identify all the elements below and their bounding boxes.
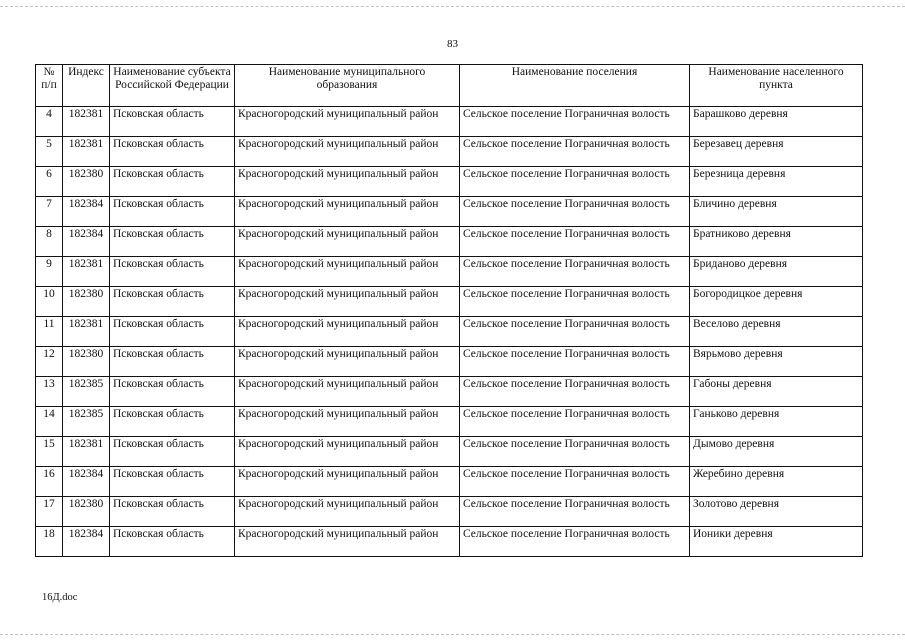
cell-num: 15 xyxy=(36,437,63,467)
header-locality: Наименование населенного пункта xyxy=(690,65,863,107)
cell-locality: Вярьмово деревня xyxy=(690,347,863,377)
cell-num: 11 xyxy=(36,317,63,347)
cell-municipal: Красногородский муниципальный район xyxy=(235,497,460,527)
table-row xyxy=(36,287,863,317)
table-row xyxy=(36,137,863,167)
cell-num: 10 xyxy=(36,287,63,317)
cell-num: 17 xyxy=(36,497,63,527)
table-row xyxy=(36,437,863,467)
cell-num: 7 xyxy=(36,197,63,227)
cell-municipal: Красногородский муниципальный район xyxy=(235,317,460,347)
scan-edge-bottom xyxy=(0,634,905,635)
footer-file-name: 16Д.doc xyxy=(42,592,78,603)
cell-index: 182384 xyxy=(63,467,110,497)
header-subject: Наименование субъекта Российской Федерации xyxy=(110,65,235,107)
settlements-table xyxy=(35,64,863,557)
cell-index: 182385 xyxy=(63,377,110,407)
cell-locality: Жеребино деревня xyxy=(690,467,863,497)
cell-num: 9 xyxy=(36,257,63,287)
cell-municipal: Красногородский муниципальный район xyxy=(235,347,460,377)
cell-municipal: Красногородский муниципальный район xyxy=(235,197,460,227)
cell-num: 18 xyxy=(36,527,63,557)
cell-index: 182384 xyxy=(63,197,110,227)
page-number: 83 xyxy=(447,38,458,50)
header-municipal: Наименование муниципального образования xyxy=(235,65,460,107)
cell-num: 4 xyxy=(36,107,63,137)
cell-locality: Бриданово деревня xyxy=(690,257,863,287)
cell-index: 182384 xyxy=(63,227,110,257)
table-row xyxy=(36,467,863,497)
cell-locality: Ганьково деревня xyxy=(690,407,863,437)
table-row xyxy=(36,107,863,137)
cell-index: 182381 xyxy=(63,137,110,167)
cell-num: 5 xyxy=(36,137,63,167)
cell-municipal: Красногородский муниципальный район xyxy=(235,407,460,437)
cell-index: 182380 xyxy=(63,287,110,317)
cell-index: 182381 xyxy=(63,437,110,467)
table-row xyxy=(36,317,863,347)
header-settlement: Наименование поселения xyxy=(460,65,690,107)
cell-locality: Золотово деревня xyxy=(690,497,863,527)
cell-index: 182381 xyxy=(63,317,110,347)
cell-locality: Барашково деревня xyxy=(690,107,863,137)
table-row xyxy=(36,197,863,227)
cell-subject: Псковская область xyxy=(110,467,235,497)
cell-locality: Габоны деревня xyxy=(690,377,863,407)
table-row xyxy=(36,377,863,407)
cell-index: 182381 xyxy=(63,257,110,287)
cell-municipal: Красногородский муниципальный район xyxy=(235,437,460,467)
cell-settlement: Сельское поселение Пограничная волость xyxy=(460,467,690,497)
scan-edge-top xyxy=(0,6,905,7)
cell-settlement: Сельское поселение Пограничная волость xyxy=(460,317,690,347)
cell-settlement: Сельское поселение Пограничная волость xyxy=(460,347,690,377)
cell-settlement: Сельское поселение Пограничная волость xyxy=(460,497,690,527)
cell-locality: Братниково деревня xyxy=(690,227,863,257)
table-row xyxy=(36,227,863,257)
cell-subject: Псковская область xyxy=(110,107,235,137)
table-row xyxy=(36,527,863,557)
table-row xyxy=(36,167,863,197)
cell-locality: Дымово деревня xyxy=(690,437,863,467)
cell-subject: Псковская область xyxy=(110,437,235,467)
cell-num: 16 xyxy=(36,467,63,497)
cell-settlement: Сельское поселение Пограничная волость xyxy=(460,527,690,557)
cell-settlement: Сельское поселение Пограничная волость xyxy=(460,197,690,227)
cell-locality: Березница деревня xyxy=(690,167,863,197)
header-index: Индекс xyxy=(63,65,110,107)
cell-subject: Псковская область xyxy=(110,167,235,197)
cell-subject: Псковская область xyxy=(110,137,235,167)
table-row xyxy=(36,497,863,527)
cell-settlement: Сельское поселение Пограничная волость xyxy=(460,167,690,197)
cell-settlement: Сельское поселение Пограничная волость xyxy=(460,227,690,257)
table-row xyxy=(36,407,863,437)
cell-num: 12 xyxy=(36,347,63,377)
cell-index: 182380 xyxy=(63,347,110,377)
cell-settlement: Сельское поселение Пограничная волость xyxy=(460,257,690,287)
table-header xyxy=(36,65,863,107)
cell-subject: Псковская область xyxy=(110,497,235,527)
cell-municipal: Красногородский муниципальный район xyxy=(235,377,460,407)
cell-settlement: Сельское поселение Пограничная волость xyxy=(460,407,690,437)
cell-index: 182384 xyxy=(63,527,110,557)
cell-settlement: Сельское поселение Пограничная волость xyxy=(460,377,690,407)
cell-subject: Псковская область xyxy=(110,347,235,377)
table-row xyxy=(36,347,863,377)
cell-municipal: Красногородский муниципальный район xyxy=(235,167,460,197)
cell-municipal: Красногородский муниципальный район xyxy=(235,467,460,497)
header-num: № п/п xyxy=(36,65,63,107)
table-row xyxy=(36,257,863,287)
cell-municipal: Красногородский муниципальный район xyxy=(235,107,460,137)
cell-subject: Псковская область xyxy=(110,407,235,437)
cell-index: 182380 xyxy=(63,497,110,527)
cell-subject: Псковская область xyxy=(110,287,235,317)
cell-index: 182385 xyxy=(63,407,110,437)
cell-num: 13 xyxy=(36,377,63,407)
cell-municipal: Красногородский муниципальный район xyxy=(235,137,460,167)
cell-locality: Веселово деревня xyxy=(690,317,863,347)
cell-subject: Псковская область xyxy=(110,257,235,287)
cell-index: 182380 xyxy=(63,167,110,197)
cell-locality: Ионики деревня xyxy=(690,527,863,557)
cell-locality: Бличино деревня xyxy=(690,197,863,227)
cell-subject: Псковская область xyxy=(110,227,235,257)
cell-municipal: Красногородский муниципальный район xyxy=(235,287,460,317)
cell-municipal: Красногородский муниципальный район xyxy=(235,257,460,287)
cell-num: 14 xyxy=(36,407,63,437)
cell-settlement: Сельское поселение Пограничная волость xyxy=(460,137,690,167)
cell-settlement: Сельское поселение Пограничная волость xyxy=(460,107,690,137)
header-row xyxy=(36,65,863,107)
cell-locality: Березавец деревня xyxy=(690,137,863,167)
cell-settlement: Сельское поселение Пограничная волость xyxy=(460,437,690,467)
table-body xyxy=(36,107,863,557)
cell-locality: Богородицкое деревня xyxy=(690,287,863,317)
cell-num: 8 xyxy=(36,227,63,257)
cell-municipal: Красногородский муниципальный район xyxy=(235,227,460,257)
cell-index: 182381 xyxy=(63,107,110,137)
cell-subject: Псковская область xyxy=(110,317,235,347)
cell-subject: Псковская область xyxy=(110,377,235,407)
cell-municipal: Красногородский муниципальный район xyxy=(235,527,460,557)
cell-subject: Псковская область xyxy=(110,527,235,557)
cell-settlement: Сельское поселение Пограничная волость xyxy=(460,287,690,317)
cell-subject: Псковская область xyxy=(110,197,235,227)
cell-num: 6 xyxy=(36,167,63,197)
